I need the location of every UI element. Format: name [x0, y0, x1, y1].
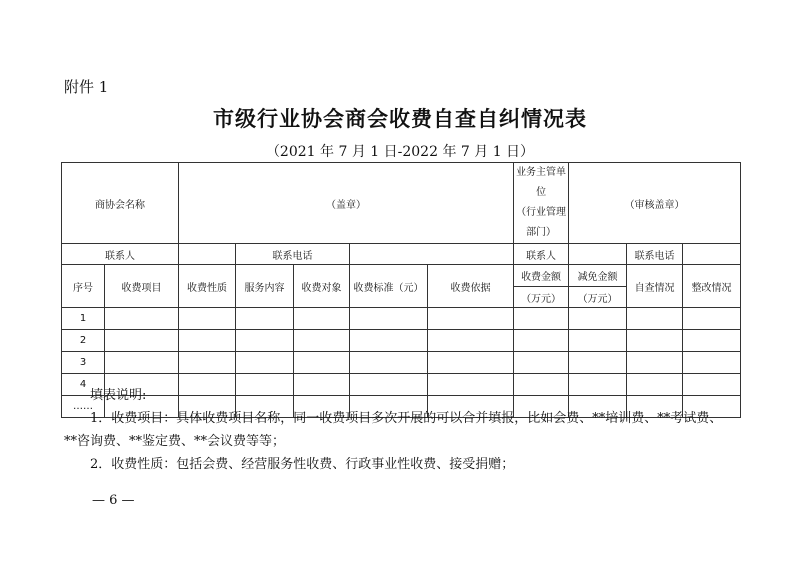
contact-phone-value[interactable] [350, 244, 514, 265]
col-service-content: 服务内容 [236, 265, 294, 308]
attachment-label: 附件 1 [64, 78, 109, 96]
notes-heading: 填表说明: [90, 388, 147, 403]
association-name-label: 商协会名称 [62, 163, 179, 244]
page-number: — 6 — [92, 493, 135, 508]
col-seq: 序号 [62, 265, 105, 308]
col-fee-target: 收费对象 [294, 265, 350, 308]
note-item-2: 2．收费性质：包括会费、经营服务性收费、行政事业性收费、接受捐赠； [90, 457, 515, 472]
table-row [62, 308, 741, 330]
col-fee-amount: 收费金额 [514, 265, 569, 287]
fee-self-check-table [61, 162, 741, 418]
col-fee-basis: 收费依据 [428, 265, 514, 308]
column-header-row-1 [62, 265, 741, 287]
note-item-1-line-1: 1．收费项目：具体收费项目名称，同一收费项目多次开展的可以合并填报，比如会费、**培训费、**考试费、 [90, 411, 723, 426]
supervisor-contact-phone-label: 联系电话 [627, 244, 683, 265]
table-row [62, 352, 741, 374]
col-self-check: 自查情况 [627, 265, 683, 308]
col-fee-nature: 收费性质 [179, 265, 236, 308]
filling-instructions [64, 384, 744, 476]
row-number: 4 [62, 374, 105, 396]
supervisor-unit-line1: 业务主管单位 [516, 167, 567, 198]
col-fee-standard: 收费标准（元） [350, 265, 428, 308]
document-title: 市级行业协会商会收费自查自纠情况表 [213, 106, 587, 131]
review-seal-cell[interactable]: （审核盖章） [569, 163, 741, 244]
col-fee-amount-unit: （万元） [514, 287, 569, 308]
col-rectification: 整改情况 [683, 265, 741, 308]
note-item-1-line-2: **咨询费、**鉴定费、**会议费等等； [64, 434, 286, 449]
date-range-subtitle: （2021 年 7 月 1 日-2022 年 7 月 1 日） [265, 144, 535, 160]
row-number: 3 [62, 352, 105, 374]
row-number: 2 [62, 330, 105, 352]
supervisor-contact-person-label: 联系人 [514, 244, 569, 265]
contact-person-value[interactable] [179, 244, 236, 265]
supervisor-unit-line2: （行业管理部门） [516, 207, 567, 238]
supervisor-contact-person-value[interactable] [569, 244, 627, 265]
contact-phone-label: 联系电话 [236, 244, 350, 265]
header-row-association [62, 163, 741, 244]
col-fee-item: 收费项目 [105, 265, 179, 308]
association-seal-cell[interactable]: （盖章） [179, 163, 514, 244]
row-number: 1 [62, 308, 105, 330]
col-waived-amount-unit: （万元） [569, 287, 627, 308]
supervisor-unit-label [514, 163, 569, 244]
table-row [62, 330, 741, 352]
row-number: …… [62, 396, 105, 418]
contact-person-label: 联系人 [62, 244, 179, 265]
supervisor-contact-phone-value[interactable] [683, 244, 741, 265]
header-row-contact [62, 244, 741, 265]
col-waived-amount: 减免金额 [569, 265, 627, 287]
